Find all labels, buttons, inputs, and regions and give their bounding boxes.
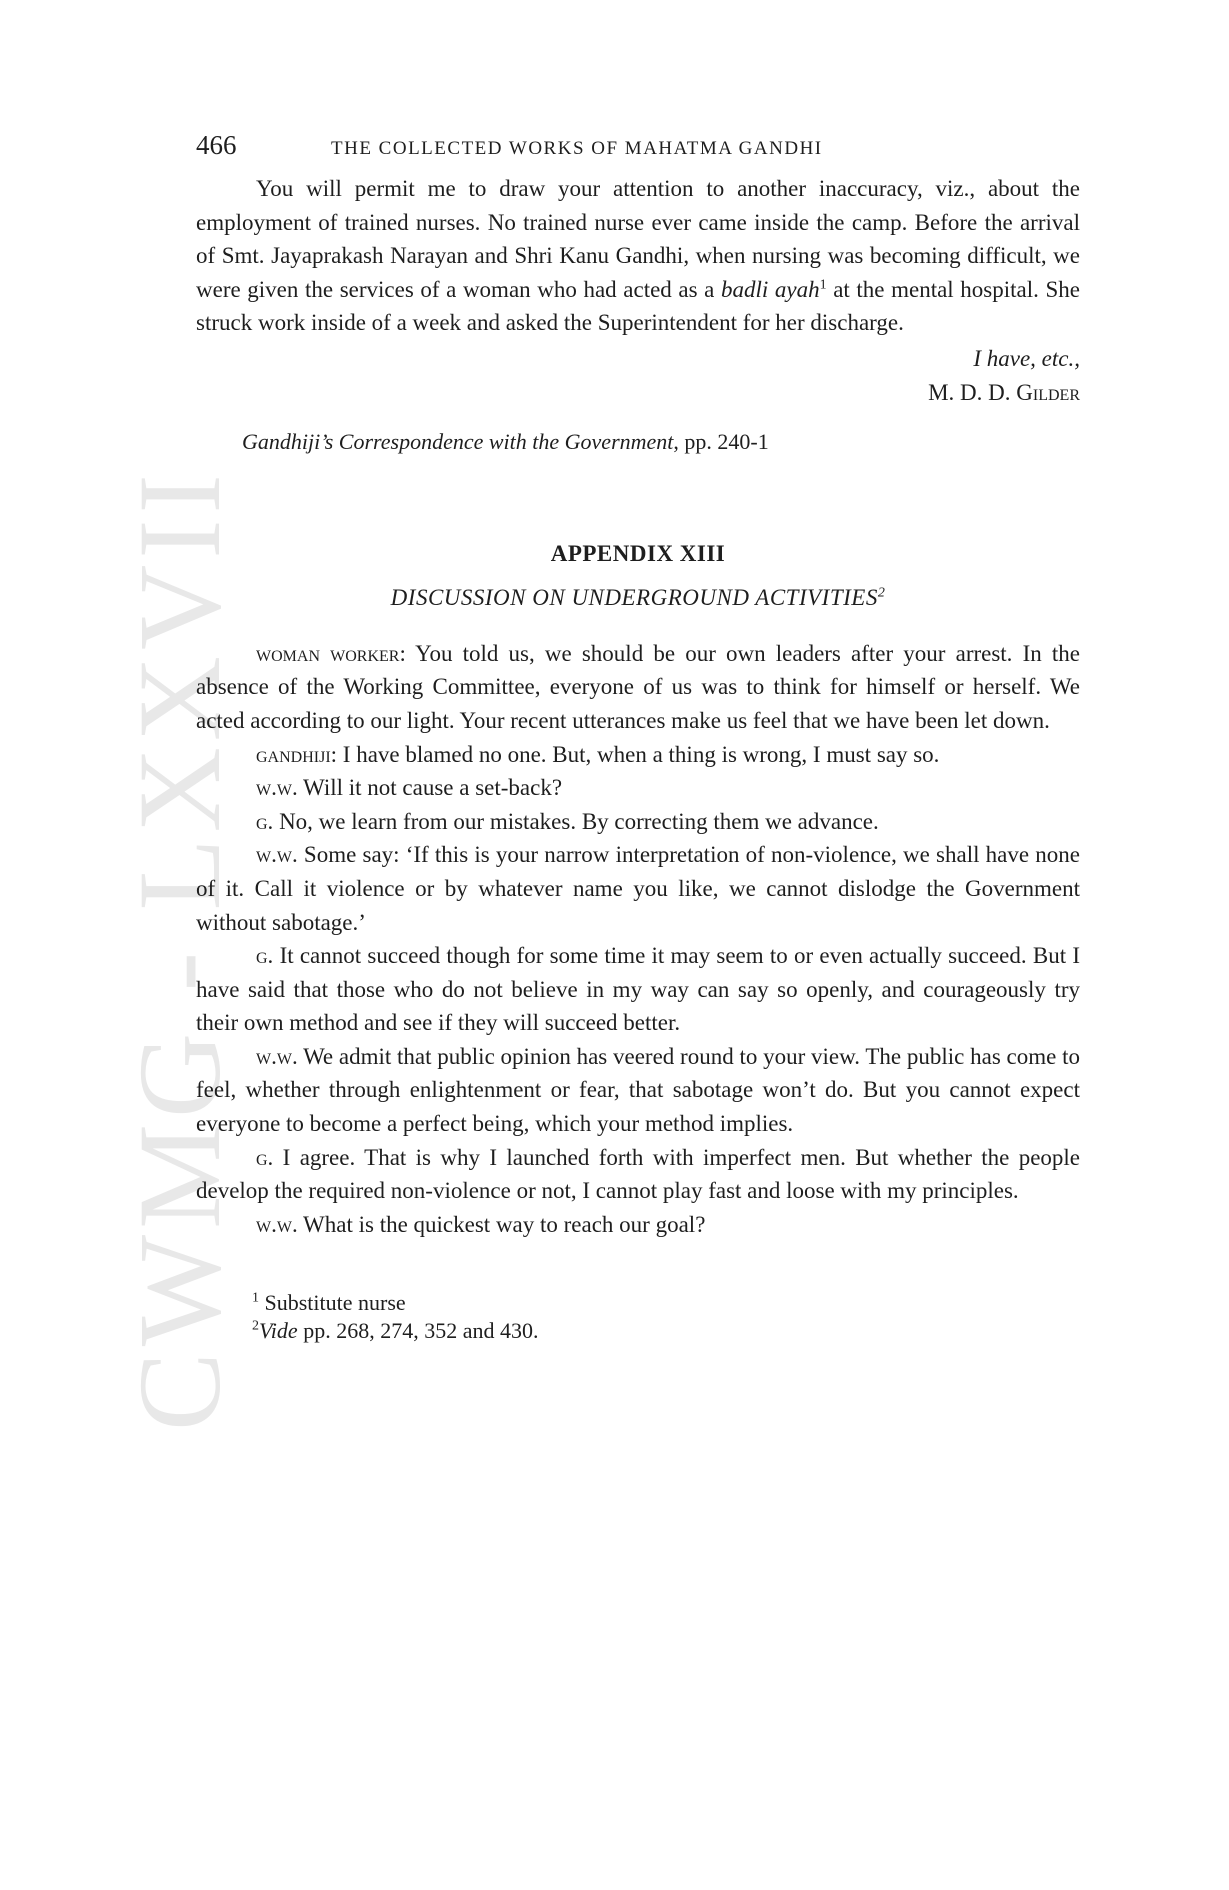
letter-paragraph: You will permit me to draw your attention to another inaccuracy, viz., about the employment of trained nurses. No trained nurse ever came inside the camp. Before the arrival of Smt. Jayaprakash Narayan and Shri Kanu Gandhi, when nursing was becoming difficult, we were given the services of a woman who had acted as a badli ayah$^1$ at the mental hospital. She struck work inside of a week and asked the Superintendent for her discharge.	[196, 176, 1080, 336]
watermark: CWMG - LXXVII	[114, 468, 245, 1432]
speaker-label: w.w.	[256, 1043, 298, 1069]
page-number: 466	[196, 130, 237, 160]
dialogue-paragraph: g. No, we learn from our mistakes. By correcting them we advance.	[256, 808, 879, 834]
dialogue-paragraph: g. It cannot succeed though for some time it may seem to or even actually succeed. But I have said that those who do not believe in my way can say so openly, and courageously try their own method and see if they will succeed better.	[196, 943, 1081, 1036]
dialogue-paragraph: gandhiji: I have blamed no one. But, when a thing is wrong, I must say so.	[256, 741, 940, 767]
footnote: $^2$Vide pp. 268, 274, 352 and 430.	[252, 1318, 539, 1344]
dialogue-paragraph: w.w. What is the quickest way to reach our goal?	[256, 1211, 706, 1237]
speaker-label: w.w.	[256, 775, 298, 801]
footnotes	[196, 1289, 1080, 1345]
speaker-label: w.w.	[256, 1211, 298, 1237]
appendix-title: APPENDIX XIII	[550, 540, 726, 566]
footnote-ref-1: 1	[819, 277, 827, 293]
speaker-label: w.w.	[256, 842, 298, 868]
dialogue-paragraph: w.w. We admit that public opinion has veered round to your view. The public has come to feel, whether through enlightenment or fear, that sabotage won’t do. But you cannot expect everyone to become a perfect being, which your method implies.	[196, 1043, 1080, 1137]
letter-signature: M. D. D. Gilder	[928, 379, 1080, 405]
speaker-label: woman worker:	[256, 640, 406, 666]
dialogue-paragraph: g. I agree. That is why I launched forth with imperfect men. But whether the people develop the required non-violence or not, I cannot play fast and loose with my principles.	[196, 1144, 1081, 1204]
dialogue-paragraph: w.w. Some say: ‘If this is your narrow interpretation of non-violence, we shall have none of it. Call it violence or by whatever name you like, we cannot dislodge the Government without sabotage.’	[196, 842, 1080, 935]
appendix-subtitle: DISCUSSION ON UNDERGROUND ACTIVITIES$^2$	[390, 584, 886, 610]
letter-closing: I have, etc.,	[973, 345, 1080, 371]
speaker-label: g.	[256, 1144, 274, 1170]
dialogue-paragraph: w.w. Will it not cause a set-back?	[256, 775, 563, 801]
running-title: THE COLLECTED WORKS OF MAHATMA GANDHI	[331, 138, 823, 159]
badli-ayah-term: badli ayah	[721, 276, 820, 302]
dialogue-paragraph: woman worker: You told us, we should be our own leaders after your arrest. In the absence of the Working Committee, everyone of us was to think for himself or herself. We acted according to our light. Your recent utterances make us feel that we have been let down.	[196, 640, 1080, 733]
dialogue	[196, 637, 1080, 1242]
running-header	[196, 130, 1080, 164]
footnote: $^1$ Substitute nurse	[252, 1290, 406, 1316]
speaker-label: g.	[256, 808, 274, 834]
source-citation: Gandhiji’s Correspondence with the Government, pp. 240-1	[242, 429, 769, 455]
speaker-label: g.	[256, 943, 274, 969]
speaker-label: gandhiji:	[256, 741, 338, 767]
footnote-ref-2: 2	[877, 585, 886, 601]
page	[196, 130, 1080, 1345]
